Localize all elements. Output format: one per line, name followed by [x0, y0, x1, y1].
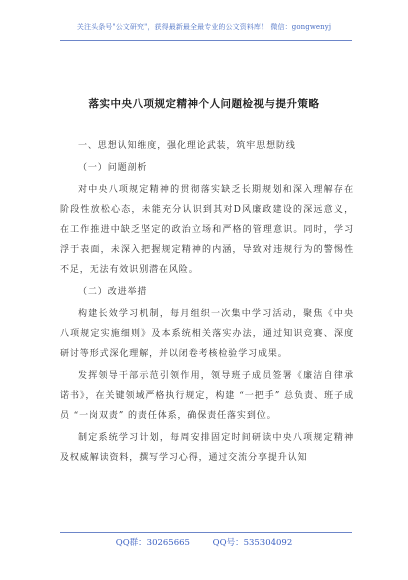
subsection-heading: （一）问题剖析 [78, 163, 148, 173]
footer-qq-number: QQ号：535304092 [212, 538, 293, 548]
paragraph: 对中央八项规定精神的贯彻落实缺乏长期规划和深入理解存在阶段性放松心态，未能充分认识到其对D风廉政建设的深远意义，在工作推进中缺乏坚定的政治立场和严格的管理意识。同时，学习浮于表面，未深入把握规定精神的内涵，导致对违规行为的警惕性不足，无法有效识别潜在风险。 [60, 185, 354, 275]
header-divider [60, 40, 352, 41]
document-title: 落实中央八项规定精神个人问题检视与提升策略 [88, 98, 320, 110]
document-body [60, 136, 354, 468]
paragraph: 构建长效学习机制，每月组织一次集中学习活动，聚焦《中央八项规定实施细则》及本系统相关落实办法，通过知识竞赛、深度研讨等形式深化理解，并以闭卷考核检验学习成果。 [60, 309, 354, 359]
footer [0, 536, 408, 548]
section-heading: 一、思想认知维度，强化理论武装，筑牢思想防线 [78, 141, 296, 151]
paragraph: 发挥领导干部示范引领作用，领导班子成员签署《廉洁自律承诺书》，在关键领域严格执行规定，构建 “一把手” 总负责、班子成员 “一岗双责” 的责任体系，确保责任落实到位。 [60, 371, 354, 421]
subsection-heading: （二）改进举措 [78, 287, 148, 297]
paragraph: 制定系统学习计划，每周安排固定时间研读中央八项规定精神及权威解读资料，撰写学习心得，通过交流分享提升认知 [60, 433, 354, 463]
footer-divider [60, 532, 352, 533]
header-banner: 关注头条号"公文研究"，获得最新最全最专业的公文资料库！ 微信：gongwenyj [76, 23, 332, 31]
footer-qq-group: QQ群：30265665 [115, 538, 190, 548]
